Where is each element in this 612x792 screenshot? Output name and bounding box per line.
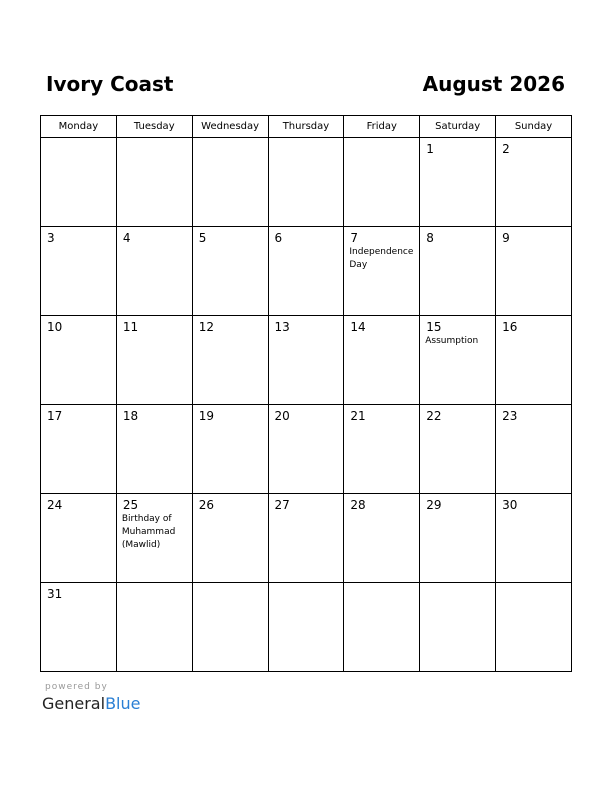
weekday-header: Friday: [344, 116, 420, 138]
week-row: [41, 138, 572, 227]
day-cell: [268, 138, 344, 227]
week-row: [41, 405, 572, 494]
day-number: 23: [502, 409, 518, 423]
day-number: 14: [350, 320, 366, 334]
day-cell: [192, 583, 268, 672]
day-number: 26: [198, 498, 214, 512]
day-cell: [420, 227, 496, 316]
day-cell: [344, 494, 420, 583]
day-number: 24: [47, 498, 63, 512]
holiday-label: Independence Day: [349, 247, 414, 270]
day-number: 15: [426, 320, 442, 334]
day-number: 19: [198, 409, 214, 423]
weekday-header: Saturday: [420, 116, 496, 138]
day-number: 9: [502, 231, 510, 245]
day-cell: [41, 405, 117, 494]
day-cell: [420, 494, 496, 583]
logo-general-text: General: [42, 694, 106, 713]
day-number: 21: [350, 409, 366, 423]
day-cell: [192, 494, 268, 583]
day-number: 12: [198, 320, 214, 334]
day-number: 27: [274, 498, 290, 512]
day-cell: [268, 405, 344, 494]
day-number: 28: [350, 498, 366, 512]
day-cell: [192, 138, 268, 227]
weekday-header-row: [41, 116, 572, 138]
day-cell: [344, 227, 420, 316]
week-row: [41, 227, 572, 316]
day-cell: [496, 583, 572, 672]
day-number: 22: [426, 409, 442, 423]
weekday-header: Thursday: [268, 116, 344, 138]
day-cell: [344, 583, 420, 672]
day-cell: [268, 494, 344, 583]
day-cell: [41, 494, 117, 583]
calendar-grid: [40, 115, 572, 672]
day-cell: [496, 494, 572, 583]
day-cell: [420, 138, 496, 227]
day-cell: [41, 583, 117, 672]
day-cell: [41, 227, 117, 316]
day-cell: [192, 405, 268, 494]
day-cell: [496, 138, 572, 227]
day-cell: [420, 405, 496, 494]
day-cell: [116, 494, 192, 583]
day-cell: [192, 227, 268, 316]
day-number: 11: [122, 320, 139, 334]
day-cell: [496, 405, 572, 494]
day-number: 5: [198, 231, 207, 245]
holiday-label: Birthday of Muhammad (Mawlid): [121, 514, 176, 550]
day-cell: [268, 583, 344, 672]
day-cell: [496, 316, 572, 405]
day-number: 17: [47, 409, 63, 423]
day-number: 20: [274, 409, 290, 423]
day-cell: [116, 227, 192, 316]
day-cell: [344, 138, 420, 227]
day-cell: [496, 227, 572, 316]
logo-blue-text: Blue: [105, 694, 141, 713]
day-number: 6: [274, 231, 283, 245]
day-number: 7: [350, 231, 359, 245]
country-title: Ivory Coast: [46, 72, 174, 96]
generalblue-logo[interactable]: [42, 694, 140, 713]
day-cell: [344, 405, 420, 494]
week-row: [41, 316, 572, 405]
day-cell: [116, 405, 192, 494]
day-cell: [41, 316, 117, 405]
day-number: 18: [122, 409, 139, 423]
day-cell: [41, 138, 117, 227]
day-number: 25: [122, 498, 139, 512]
day-number: 3: [47, 231, 55, 245]
holiday-label: Assumption: [425, 336, 479, 346]
powered-by-label: powered by: [45, 682, 108, 692]
day-number: 29: [426, 498, 442, 512]
day-cell: [268, 316, 344, 405]
month-title: August 2026: [422, 72, 565, 96]
day-number: 1: [426, 142, 434, 156]
day-cell: [420, 583, 496, 672]
day-cell: [344, 316, 420, 405]
weekday-header: Monday: [41, 116, 117, 138]
day-number: 8: [426, 231, 434, 245]
weekday-header: Wednesday: [192, 116, 268, 138]
week-row: [41, 494, 572, 583]
day-number: 10: [47, 320, 63, 334]
day-cell: [116, 138, 192, 227]
day-number: 31: [47, 587, 63, 601]
week-row: [41, 583, 572, 672]
day-number: 16: [502, 320, 518, 334]
day-number: 4: [122, 231, 131, 245]
day-cell: [268, 227, 344, 316]
weekday-header: Sunday: [496, 116, 572, 138]
weekday-header: Tuesday: [116, 116, 192, 138]
day-number: 2: [502, 142, 510, 156]
day-number: 30: [502, 498, 518, 512]
day-cell: [116, 583, 192, 672]
day-cell: [192, 316, 268, 405]
day-cell: [116, 316, 192, 405]
day-cell: [420, 316, 496, 405]
day-number: 13: [274, 320, 290, 334]
